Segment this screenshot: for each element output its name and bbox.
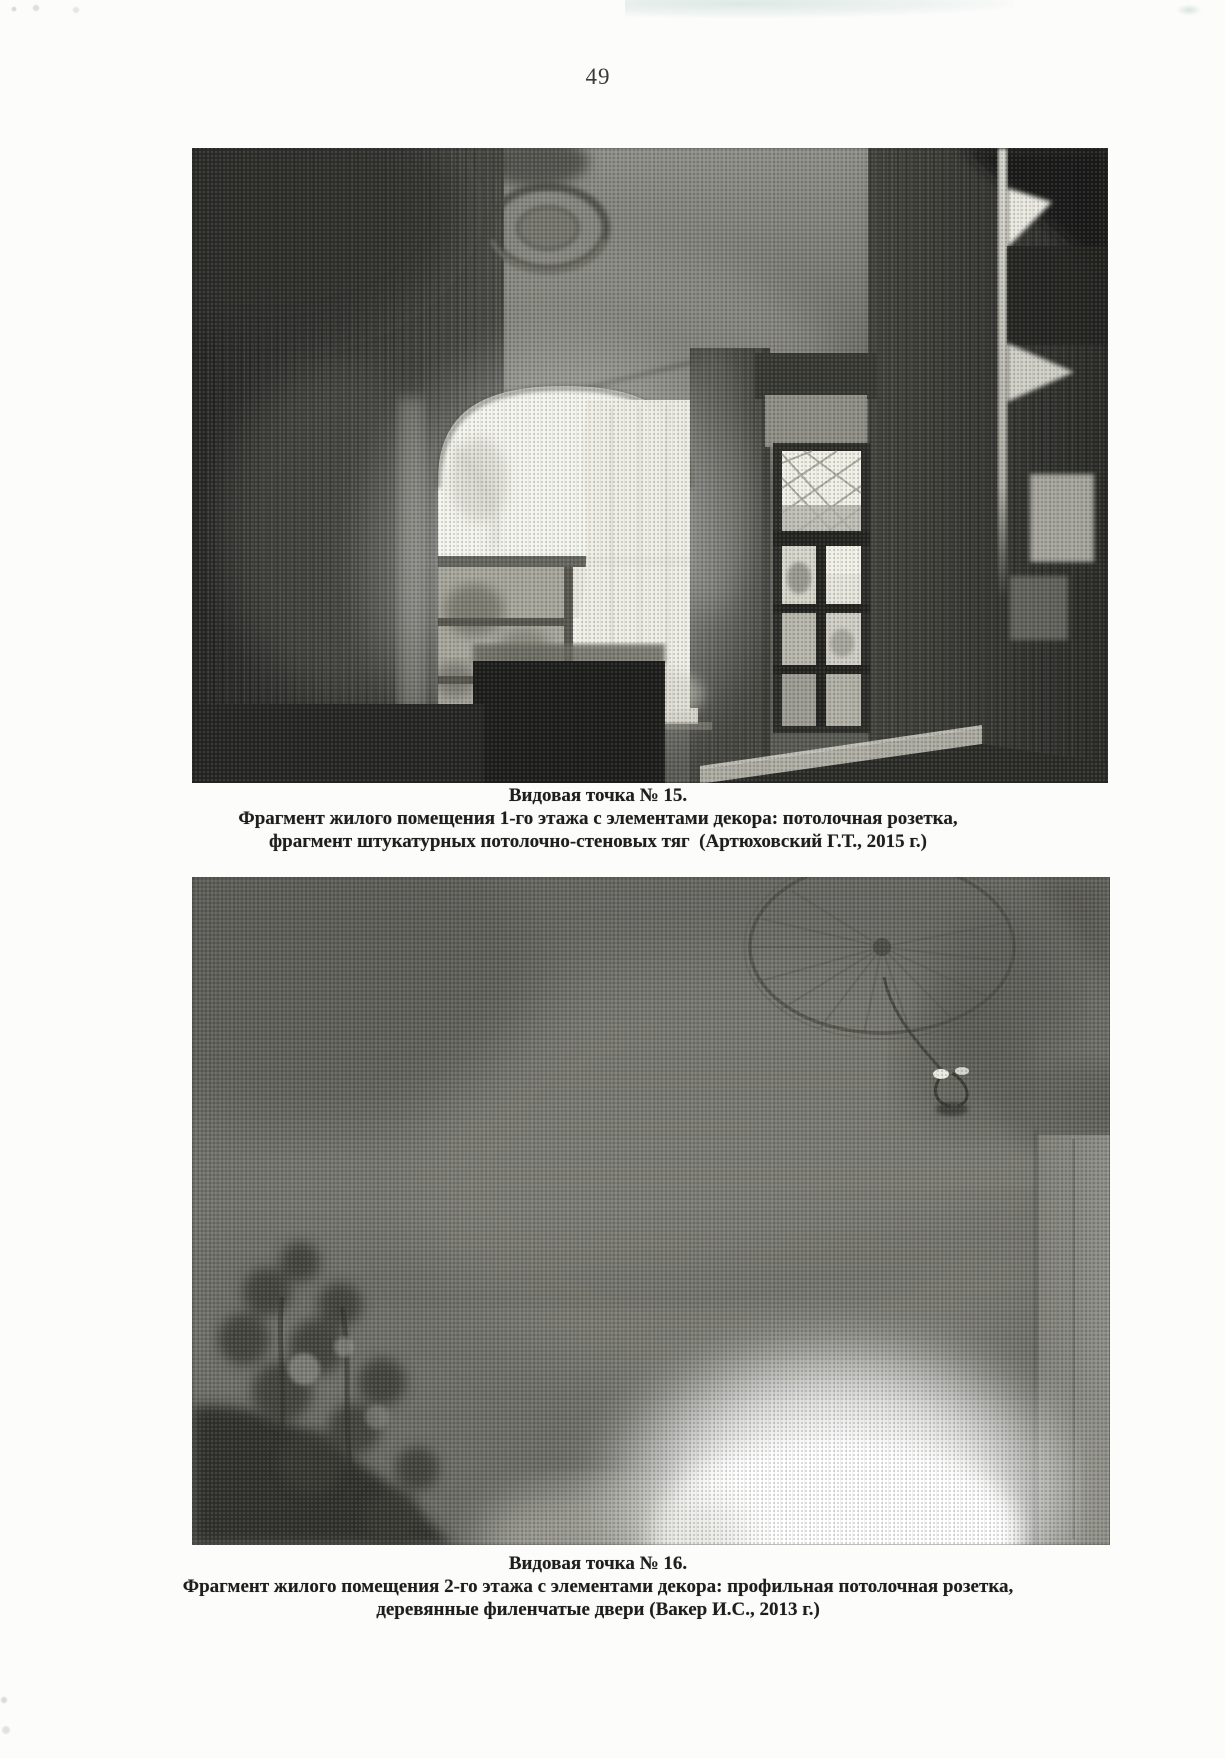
- figure-1-caption: [0, 784, 1196, 853]
- photo-2-drawing: [192, 877, 1110, 1545]
- scan-marks-top-left: [6, 3, 126, 17]
- figure-2-caption: [0, 1552, 1196, 1621]
- photo-2: [192, 877, 1110, 1545]
- side-window: [755, 353, 877, 733]
- figure-2-caption-title: Видовая точка № 16.: [508, 1553, 688, 1574]
- figure-1-caption-line3: фрагмент штукатурных потолочно-стеновых тяг (Артюховский Г.Т., 2015 г.): [269, 831, 927, 852]
- scan-smudge-top: [625, 0, 1015, 18]
- figure-1-caption-title: Видовая точка № 15.: [508, 785, 688, 806]
- figure-1-caption-line2: Фрагмент жилого помещения 1-го этажа с элементами декора: потолочная розетка,: [238, 808, 958, 829]
- figure-2-caption-line2: Фрагмент жилого помещения 2-го этажа с элементами декора: профильная потолочная розетка,: [182, 1576, 1014, 1597]
- photo-1-drawing: [192, 148, 1108, 783]
- figure-2-caption-line3: деревянные филенчатые двери (Вакер И.С., 2013 г.): [376, 1599, 820, 1620]
- right-wall: [868, 148, 1108, 783]
- scan-mark-top-right: [1176, 4, 1202, 16]
- scan-marks-bottom-left: [0, 1690, 16, 1750]
- page-number: 49: [585, 64, 611, 89]
- photo-1: [192, 148, 1108, 783]
